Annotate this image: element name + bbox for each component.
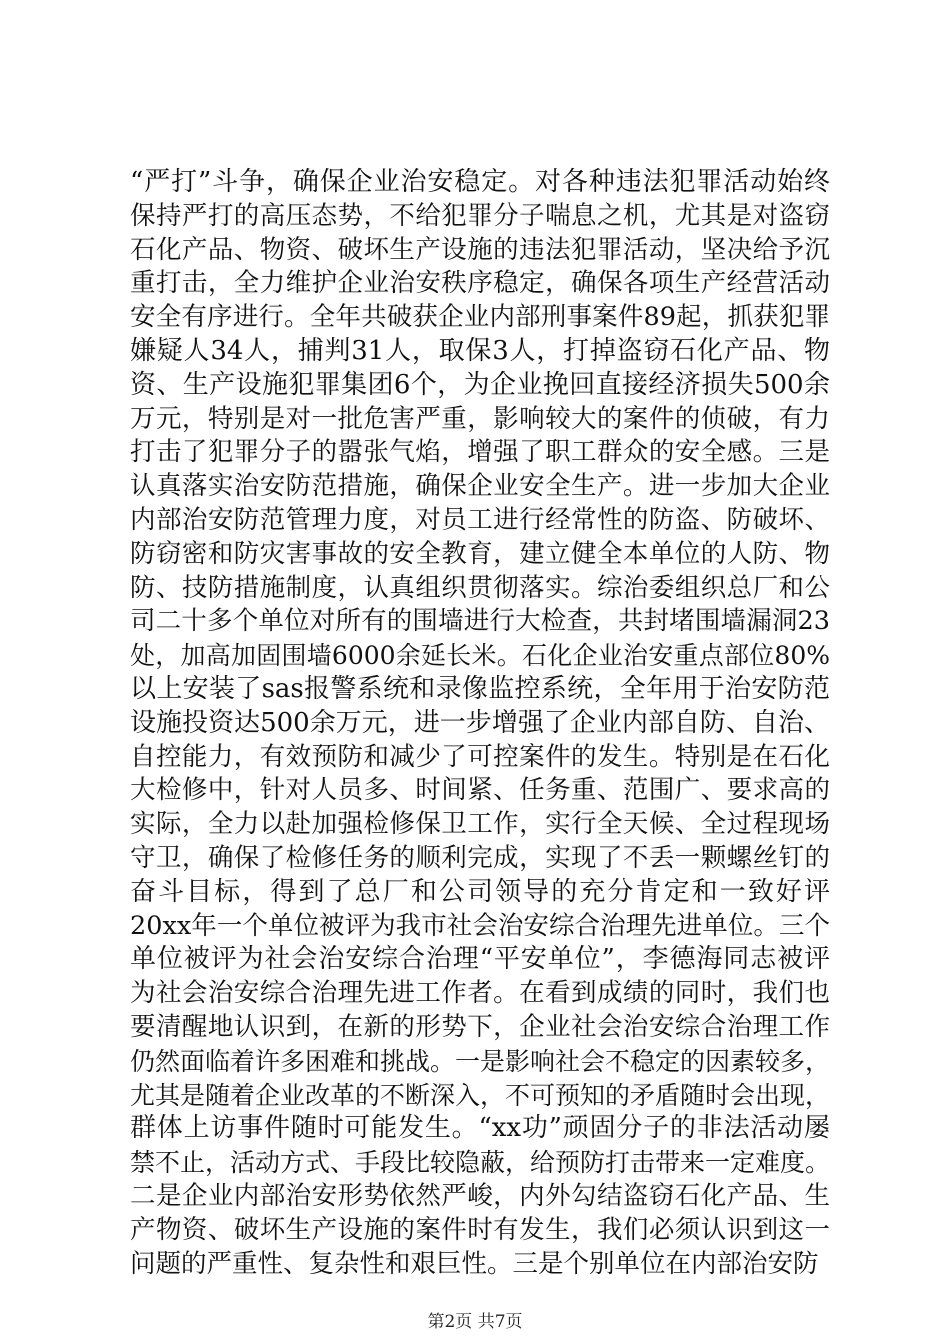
text-line: 产物资、破坏生产设施的案件时有发生，我们必须认识到这一 <box>130 1214 830 1245</box>
text-line: 二是企业内部治安形势依然严峻，内外勾结盗窃石化产品、生 <box>130 1180 830 1211</box>
text-line: 石化产品、物资、破坏生产设施的违法犯罪活动，坚决给予沉 <box>130 234 830 265</box>
text-line: 单位被评为社会治安综合治理“平安单位”，李德海同志被评 <box>130 944 830 975</box>
text-line: 安全有序进行。全年共破获企业内部刑事案件89起，抓获犯罪 <box>130 302 830 333</box>
text-line: 打击了犯罪分子的嚣张气焰，增强了职工群众的安全感。三是 <box>130 437 830 468</box>
body-paragraph <box>130 166 830 1281</box>
text-line: 保持严打的高压态势，不给犯罪分子喘息之机，尤其是对盗窃 <box>130 200 830 231</box>
text-line: “严打”斗争，确保企业治安稳定。对各种违法犯罪活动始终 <box>130 167 830 197</box>
page-footer: 第2页 共7页 <box>427 1312 523 1332</box>
text-line: 防窃密和防灾害事故的安全教育，建立健全本单位的人防、物 <box>130 538 830 569</box>
text-line: 资、生产设施犯罪集团6个，为企业挽回直接经济损失500余 <box>130 369 830 400</box>
text-line: 处，加高加固围墙6000余延长米。石化企业治安重点部位80% <box>130 641 830 671</box>
text-line: 自控能力，有效预防和减少了可控案件的发生。特别是在石化 <box>130 741 830 772</box>
text-line: 万元，特别是对一批危害严重，影响较大的案件的侦破，有力 <box>130 403 830 434</box>
text-line: 嫌疑人34人，捕判31人，取保3人，打掉盗窃石化产品、物 <box>130 335 830 366</box>
text-line: 要清醒地认识到，在新的形势下，企业社会治安综合治理工作 <box>130 1011 830 1042</box>
text-line: 内部治安防范管理力度，对员工进行经常性的防盗、防破坏、 <box>130 504 830 535</box>
text-line: 奋斗目标，得到了总厂和公司领导的充分肯定和一致好评 <box>130 876 830 907</box>
text-line: 实际，全力以赴加强检修保卫工作，实行全天候、全过程现场 <box>130 809 830 840</box>
text-line: 为社会治安综合治理先进工作者。在看到成绩的同时，我们也 <box>130 978 830 1009</box>
text-line: 守卫，确保了检修任务的顺利完成，实现了不丢一颗螺丝钉的 <box>130 842 830 873</box>
text-line: 问题的严重性、复杂性和艰巨性。三是个别单位在内部治安防 <box>130 1248 819 1279</box>
text-line: 仍然面临着许多困难和挑战。一是影响社会不稳定的因素较多， <box>130 1046 831 1076</box>
text-line: 群体上访事件随时可能发生。“xx功”顽固分子的非法活动屡 <box>130 1113 830 1144</box>
text-line: 重打击，全力维护企业治安秩序稳定，确保各项生产经营活动 <box>130 268 830 299</box>
text-line: 司二十多个单位对所有的围墙进行大检查，共封堵围墙漏洞23 <box>130 606 830 637</box>
text-line: 设施投资达500余万元，进一步增强了企业内部自防、自治、 <box>130 707 830 738</box>
text-line: 禁不止，活动方式、手段比较隐蔽，给预防打击带来一定难度。 <box>130 1148 831 1178</box>
text-line: 认真落实治安防范措施，确保企业安全生产。进一步加大企业 <box>130 471 830 502</box>
text-line: 20xx年一个单位被评为我市社会治安综合治理先进单位。三个 <box>130 910 830 941</box>
text-line: 防、技防措施制度，认真组织贯彻落实。综治委组织总厂和公 <box>130 572 830 603</box>
text-line: 大检修中，针对人员多、时间紧、任务重、范围广、要求高的 <box>130 775 830 806</box>
text-line: 尤其是随着企业改革的不断深入，不可预知的矛盾随时会出现， <box>130 1080 831 1110</box>
text-line: 以上安装了sas报警系统和录像监控系统，全年用于治安防范 <box>130 673 830 704</box>
